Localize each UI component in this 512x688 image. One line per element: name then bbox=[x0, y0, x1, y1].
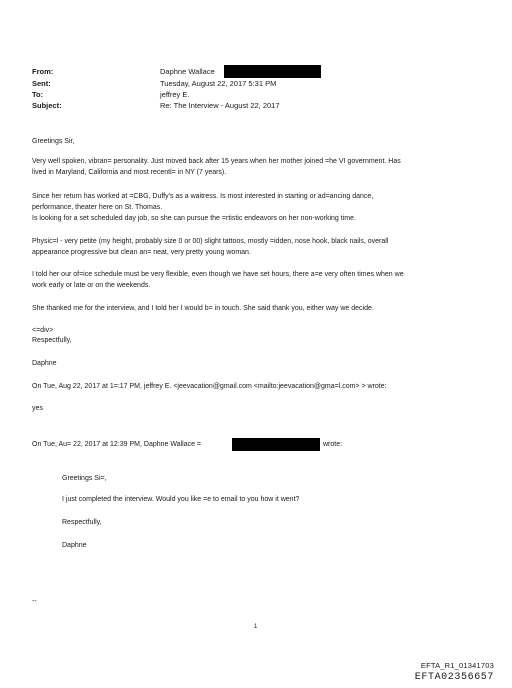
paragraph-3-line-1: Physic=l - very petite (my height, probably size 0 or 00) slight tattoos, mostly =idden, nose hook, black nails, overall bbox=[32, 238, 389, 245]
from-value: Daphne Wallace bbox=[160, 67, 215, 76]
paragraph-4-line-1: I told her our of=ice schedule must be very flexible, even though we have set hours, there a=e very often times when we bbox=[32, 271, 404, 278]
sent-label: Sent: bbox=[32, 79, 51, 88]
paragraph-4-line-2: work early or late or on the weekends. bbox=[32, 282, 151, 289]
quote-1-header: On Tue, Aug 22, 2017 at 1=:17 PM, jeffrey E. <jeevacation@gmail.com <mailto:jeevacation@gma=l.com> > wrote: bbox=[32, 383, 387, 390]
paragraph-2-line-3: Is looking for a set scheduled day job, so she can pursue the =rtistic endeavors on her non-working time. bbox=[32, 215, 356, 222]
signature-text: Daphne bbox=[32, 360, 57, 367]
footer-id-small: EFTA_R1_01341703 bbox=[420, 661, 494, 670]
quote-2-email-redaction bbox=[232, 438, 320, 451]
footer-id-large: EFTA02356657 bbox=[414, 672, 494, 683]
paragraph-3-line-2: appearance progressive but clean an= neat, very pretty young woman. bbox=[32, 249, 251, 256]
sent-value: Tuesday, August 22, 2017 5:31 PM bbox=[160, 79, 277, 88]
to-label: To: bbox=[32, 90, 44, 99]
subject-value: Re: The Interview - August 22, 2017 bbox=[160, 101, 280, 110]
quote-1-body: yes bbox=[32, 405, 43, 412]
quote-2-body: I just completed the interview. Would you like =e to email to you how it went? bbox=[62, 496, 300, 503]
paragraph-5: She thanked me for the interview, and I told her I would b= in touch. She said thank you, either way we decide. bbox=[32, 305, 374, 312]
quote-2-header-start: On Tue, Au= 22, 2017 at 12:39 PM, Daphne Wallace = bbox=[32, 441, 202, 448]
page-number: 1 bbox=[254, 624, 258, 630]
quote-2-header-end: wrote: bbox=[323, 441, 343, 448]
div-tag-text: <=div> bbox=[32, 327, 54, 334]
subject-label: Subject: bbox=[32, 101, 62, 110]
quote-2-closing: Respectfully, bbox=[62, 519, 102, 526]
paragraph-1-line-1: Very well spoken, vibran= personality. Just moved back after 15 years when her mother joined =he VI government. Has bbox=[32, 158, 401, 165]
quote-2-greeting: Greetings Si=, bbox=[62, 475, 107, 482]
trailing-dash: -- bbox=[32, 598, 37, 605]
greeting: Greetings Sir, bbox=[32, 138, 75, 145]
to-value: jeffrey E. bbox=[160, 90, 190, 99]
paragraph-2-line-1: Since her return has worked at =CBG, Duffy's as a waitress. Is most interested in starting or ad=ancing dance, bbox=[32, 193, 374, 200]
paragraph-2-line-2: performance, theater here on St. Thomas. bbox=[32, 204, 163, 211]
paragraph-1-line-2: lived in Maryland, California and most recentl= in NY (7 years). bbox=[32, 169, 227, 176]
from-email-redaction bbox=[224, 65, 321, 78]
quote-2-signature: Daphne bbox=[62, 542, 87, 549]
closing-text: Respectfully, bbox=[32, 337, 72, 344]
from-label: From: bbox=[32, 67, 54, 76]
